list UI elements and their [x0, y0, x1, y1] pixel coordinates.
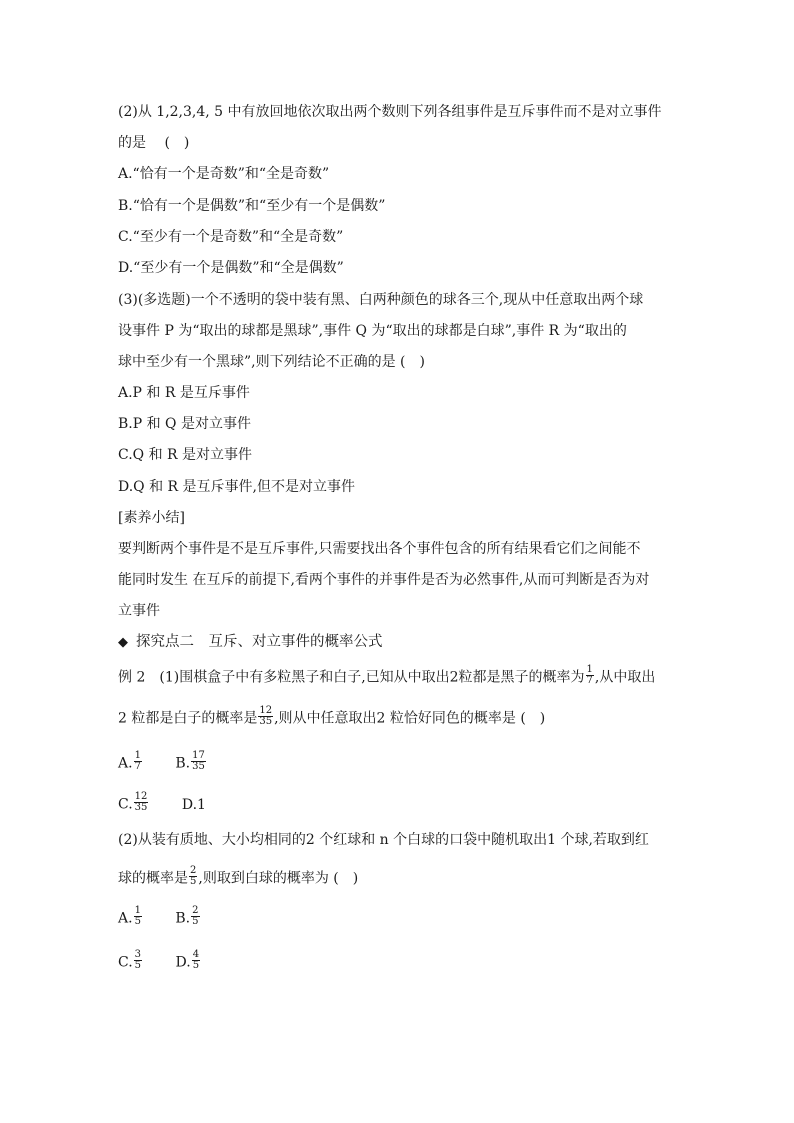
ex2-2-line2-text: 球的概率是 [118, 870, 188, 887]
ex2-2-option-d [175, 949, 202, 973]
ex2-2-options-row2 [118, 949, 201, 973]
fraction-denominator: 35 [134, 802, 148, 813]
fraction-numerator: 4 [192, 949, 200, 960]
option-label: B. [175, 910, 191, 927]
ex2-stem-line2 [118, 705, 546, 729]
fraction-numerator: 1 [134, 750, 141, 761]
q3-option-c: C.Q 和 R 是对立事件 [118, 447, 253, 463]
q3-stem-line1: (3)(多选题)一个不透明的袋中装有黑、白两种颜色的球各三个,现从中任意取出两个球 [118, 292, 644, 308]
q2-option-b: B.“恰有一个是偶数”和“至少有一个是偶数” [118, 198, 386, 214]
q3-option-b: B.P 和 Q 是对立事件 [118, 416, 251, 432]
ex2-stem-line1 [118, 664, 656, 688]
fraction-denominator: 35 [192, 761, 205, 772]
fraction-numerator: 1 [586, 664, 593, 675]
ex2-2-option-b [175, 905, 200, 929]
fraction [191, 906, 199, 927]
ex2-2-option-c [118, 949, 143, 973]
q2-option-d: D.“至少有一个是偶数”和“全是偶数” [118, 260, 344, 276]
fraction [134, 792, 149, 813]
fraction-denominator: 5 [134, 960, 142, 971]
fraction [586, 665, 594, 686]
fraction [192, 950, 200, 971]
section-heading [118, 632, 383, 653]
fraction-denominator: 7 [134, 761, 141, 772]
ex2-line2-tail: ,则从中任意取出2 粒恰好同色的概率是 ( ) [274, 710, 546, 727]
summary-title: [素养小结] [118, 510, 185, 526]
fraction-numerator: 2 [192, 905, 199, 916]
ex2-options-row1 [118, 750, 207, 774]
option-label: D. [175, 954, 191, 971]
ex2-2-stem-line2 [118, 865, 359, 889]
ex2-option-c [118, 791, 149, 815]
fraction-numerator: 17 [192, 750, 205, 761]
summary-line1: 要判断两个事件是不是互斥事件,只需要找出各个事件包含的所有结果看它们之间能不 [118, 541, 641, 557]
ex2-option-a [118, 750, 143, 774]
diamond-icon: ◆ [118, 635, 128, 650]
option-label: C. [118, 954, 133, 971]
ex2-option-b [175, 750, 206, 774]
fraction-numerator: 1 [134, 905, 141, 916]
q3-option-a: A.P 和 R 是互斥事件 [118, 385, 250, 401]
fraction-denominator: 5 [192, 960, 200, 971]
ex2-2-line2-tail: ,则取到白球的概率为 ( ) [198, 870, 359, 887]
fraction-denominator: 7 [586, 675, 593, 686]
fraction-denominator: 35 [259, 716, 273, 727]
fraction [191, 751, 206, 772]
ex2-2-stem-line1: (2)从装有质地、大小均相同的2 个红球和 n 个白球的口袋中随机取出1 个球,若取到红 [118, 832, 649, 848]
q2-option-a: A.“恰有一个是奇数”和“全是奇数” [118, 166, 330, 182]
fraction-denominator: 5 [134, 916, 141, 927]
fraction-denominator: 5 [190, 876, 197, 887]
fraction [134, 751, 142, 772]
fraction-numerator: 12 [134, 791, 148, 802]
summary-line3: 立事件 [118, 603, 160, 619]
fraction [189, 866, 197, 887]
fraction-numerator: 2 [190, 865, 197, 876]
option-label: A. [118, 910, 133, 927]
fraction-numerator: 12 [259, 705, 273, 716]
fraction-numerator: 3 [134, 949, 142, 960]
option-label: B. [175, 755, 191, 772]
q2-stem-line1: (2)从 1,2,3,4, 5 中有放回地依次取出两个数则下列各组事件是互斥事件而不是对立事件 [118, 104, 662, 120]
ex2-line2-text: 2 粒都是白子的概率是 [118, 710, 258, 727]
ex2-options-row2 [118, 791, 206, 815]
q3-option-d: D.Q 和 R 是互斥事件,但不是对立事件 [118, 479, 355, 495]
ex2-line1-tail: ,从中取出 [594, 669, 656, 686]
fraction [134, 950, 142, 971]
ex2-2-options-row1 [118, 905, 201, 929]
option-label: A. [118, 755, 133, 772]
ex2-option-d: D.1 [181, 796, 206, 813]
section-title: 探究点二 互斥、对立事件的概率公式 [136, 634, 383, 650]
q3-stem-line3: 球中至少有一个黑球”,则下列结论不正确的是 ( ) [118, 354, 425, 370]
q2-stem-line2: 的是 ( ) [118, 135, 190, 151]
option-label: C. [118, 796, 133, 813]
q3-stem-line2: 设事件 P 为“取出的球都是黑球”,事件 Q 为“取出的球都是白球”,事件 R 为“取出的 [118, 323, 627, 339]
q2-option-c: C.“至少有一个是奇数”和“全是奇数” [118, 229, 344, 245]
fraction-denominator: 5 [192, 916, 199, 927]
fraction [134, 906, 142, 927]
ex2-2-option-a [118, 905, 143, 929]
ex2-line1-text: 例 2 (1)围棋盒子中有多粒黑子和白子,已知从中取出2粒都是黑子的概率为 [118, 669, 585, 686]
summary-line2: 能同时发生 在互斥的前提下,看两个事件的并事件是否为必然事件,从而可判断是否为对 [118, 572, 650, 588]
fraction [258, 706, 273, 727]
